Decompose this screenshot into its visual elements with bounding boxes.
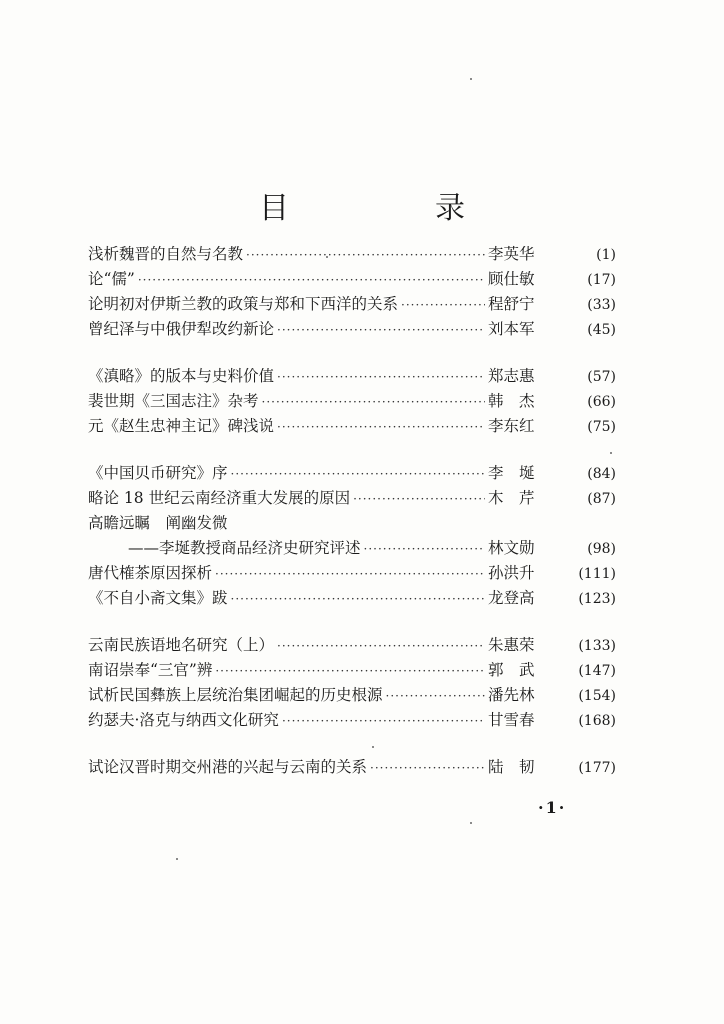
toc-entry[interactable] (88, 414, 616, 439)
entry-page: (33) (587, 297, 616, 313)
entry-title: 元《赵生忠神主记》碑浅说 (88, 417, 275, 435)
entry-author: 郑志惠 (488, 367, 535, 385)
dot-leader (277, 634, 485, 659)
toc-entry[interactable] (88, 536, 616, 561)
dot-leader (231, 587, 485, 612)
entry-title: 《不自小斋文集》跋 (88, 589, 228, 607)
entry-title: ——李埏教授商品经济史研究评述 (128, 539, 361, 557)
entry-author: 李英华 (488, 245, 535, 263)
entry-author: 林文勋 (488, 539, 535, 557)
dot-leader (370, 756, 485, 781)
entry-title: 试析民国彝族上层统治集团崛起的历史根源 (88, 686, 383, 704)
entry-author: 龙登高 (488, 589, 535, 607)
dot-leader (282, 709, 485, 734)
toc-entry[interactable] (88, 586, 616, 611)
toc-entry[interactable] (88, 708, 616, 733)
entry-title: 《滇略》的版本与史料价值 (88, 367, 275, 385)
dot-leader (138, 268, 485, 293)
entry-author: 陆 韧 (488, 758, 535, 776)
dot-leader (246, 243, 485, 268)
entry-title: 高瞻远瞩 阐幽发微 (88, 514, 228, 532)
toc-entry[interactable] (88, 242, 616, 267)
entry-page: (98) (587, 541, 616, 557)
entry-title: 唐代榷茶原因探析 (88, 564, 213, 582)
entry-author: 刘本军 (488, 320, 535, 338)
entry-author: 李东红 (488, 417, 535, 435)
entry-page: (17) (587, 272, 616, 288)
toc-entry[interactable] (88, 317, 616, 342)
dot-leader (215, 659, 485, 684)
dot-leader (262, 390, 485, 415)
toc-entry[interactable] (88, 267, 616, 292)
toc-entry[interactable] (88, 292, 616, 317)
toc-entry[interactable] (88, 461, 616, 486)
entry-author: 孙洪升 (488, 564, 535, 582)
entry-page: (177) (578, 760, 616, 776)
entry-title: 南诏崇奉“三官”辨 (88, 661, 213, 679)
toc-entry[interactable] (88, 755, 616, 780)
entry-author: 韩 杰 (488, 392, 535, 410)
toc-entry[interactable] (88, 511, 616, 536)
toc-group (88, 633, 616, 733)
entry-title: 裴世期《三国志注》杂考 (88, 392, 259, 410)
toc-entry[interactable] (88, 389, 616, 414)
entry-page: (84) (587, 466, 616, 482)
entry-author: 郭 武 (488, 661, 535, 679)
entry-title: 试论汉晋时期交州港的兴起与云南的关系 (88, 758, 368, 776)
entry-title: 论明初对伊斯兰教的政策与郑和下西洋的关系 (88, 295, 399, 313)
entry-page: (111) (578, 566, 616, 582)
dot-leader (386, 684, 485, 709)
entry-author: 朱惠荣 (488, 636, 535, 654)
dot-leader (277, 415, 485, 440)
entry-author: 程舒宁 (488, 295, 535, 313)
entry-title: 略论 18 世纪云南经济重大发展的原因 (88, 489, 351, 507)
table-of-contents (88, 242, 616, 802)
entry-title: 论“儒” (88, 270, 135, 288)
dot-leader (364, 537, 485, 562)
entry-page: (75) (587, 419, 616, 435)
entry-page: (123) (578, 591, 616, 607)
toc-group (88, 364, 616, 439)
dot-leader (277, 365, 485, 390)
dot-leader (231, 462, 485, 487)
toc-entry[interactable] (88, 486, 616, 511)
toc-entry[interactable] (88, 633, 616, 658)
page-number: ·1· (538, 798, 567, 817)
toc-entry[interactable] (88, 364, 616, 389)
entry-title: 云南民族语地名研究（上） (88, 636, 275, 654)
toc-entry[interactable] (88, 658, 616, 683)
entry-title: 《中国贝币研究》序 (88, 464, 228, 482)
entry-page: (57) (587, 369, 616, 385)
entry-author: 顾仕敏 (488, 270, 535, 288)
toc-entry[interactable] (88, 683, 616, 708)
entry-page: (87) (587, 491, 616, 507)
entry-page: (168) (578, 713, 616, 729)
entry-page: (1) (596, 247, 616, 263)
page-title: 目 录 (259, 191, 523, 226)
entry-title: 约瑟夫·洛克与纳西文化研究 (88, 711, 279, 729)
entry-page: (147) (578, 663, 616, 679)
entry-author: 木 芹 (488, 489, 535, 507)
toc-entry[interactable] (88, 561, 616, 586)
dot-leader (353, 487, 485, 512)
entry-author: 潘先林 (488, 686, 535, 704)
entry-page: (154) (578, 688, 616, 704)
entry-page: (133) (578, 638, 616, 654)
toc-group (88, 242, 616, 342)
entry-title: 浅析魏晋的自然与名教 (88, 245, 244, 263)
entry-title: 曾纪泽与中俄伊犁改约新论 (88, 320, 275, 338)
toc-group (88, 755, 616, 780)
toc-group (88, 461, 616, 611)
entry-author: 甘雪春 (488, 711, 535, 729)
dot-leader (215, 562, 485, 587)
entry-page: (66) (587, 394, 616, 410)
dot-leader (277, 318, 485, 343)
entry-author: 李 埏 (488, 464, 535, 482)
dot-leader (401, 293, 485, 318)
entry-page: (45) (587, 322, 616, 338)
